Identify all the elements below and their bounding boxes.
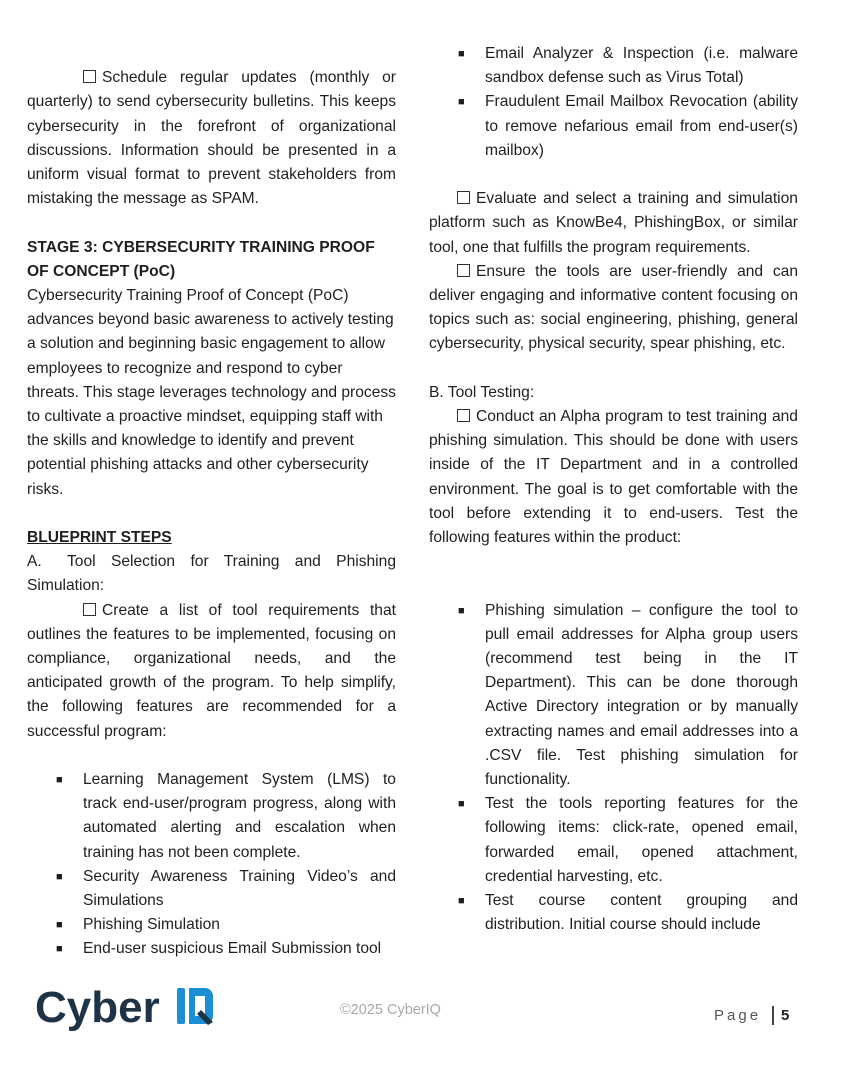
feature-list bbox=[27, 768, 396, 962]
alpha-paragraph: Conduct an Alpha program to test training and phishing simulation. This should be done with users inside of the IT Department and in a controlled environment. The goal is to get comfortable with the tool before extending it to end-users. Test the following features within the product: bbox=[429, 408, 798, 547]
list-item: ■ Email Analyzer & Inspection (i.e. malware sandbox defense such as Virus Total) bbox=[429, 42, 798, 90]
list-item: ■ Learning Management System (LMS) to track end-user/program progress, along with automated alerting and escalation when training has not been complete. bbox=[27, 768, 396, 865]
logo-iq-mark bbox=[177, 988, 213, 1025]
checkbox-icon bbox=[83, 603, 96, 616]
list-item: ■ Fraudulent Email Mailbox Revocation (ability to remove nefarious email from end-user(s) mailbox) bbox=[429, 90, 798, 163]
square-bullet-icon: ■ bbox=[56, 943, 63, 956]
bulletin-paragraph: Schedule regular updates (monthly or quarterly) to send cybersecurity bulletins. This keeps cybersecurity in the forefront of organizational discussions. Information should be presented in a uniform visual format to prevent stakeholders from mistaking the message as SPAM. bbox=[27, 69, 396, 208]
checkbox-icon bbox=[457, 409, 470, 422]
logo-text-iq: IQ bbox=[35, 982, 37, 983]
list-item: ■ Test course content grouping and distribution. Initial course should include bbox=[429, 889, 798, 937]
square-bullet-icon: ■ bbox=[56, 919, 63, 932]
list-item: ■ End-user suspicious Email Submission tool bbox=[27, 937, 396, 961]
section-b-heading: B. Tool Testing: bbox=[429, 383, 535, 401]
logo-text-cyber: Cyber bbox=[35, 983, 160, 1032]
feature-list-continued bbox=[429, 42, 798, 163]
usability-paragraph: Ensure the tools are user-friendly and can deliver engaging and informative content focusing on topics such as: social engineering, phishing, general cybersecurity, physical security, spear phishing, etc. bbox=[429, 262, 798, 353]
requirements-paragraph: Create a list of tool requirements that outlines the features to be implemented, focusing on compliance, organizational needs, and the anticipated growth of the program. To help simplify, the following features are recommended for a successful program: bbox=[27, 601, 396, 740]
section-a-heading: A. Tool Selection for Training and Phishing Simulation: bbox=[27, 553, 396, 595]
copyright: ©2025 CyberIQ bbox=[340, 1002, 441, 1018]
page-separator bbox=[772, 1006, 774, 1025]
checkbox-icon bbox=[457, 264, 470, 277]
blueprint-heading: BLUEPRINT STEPS bbox=[27, 529, 172, 547]
test-list bbox=[429, 599, 798, 938]
page-label: Page bbox=[714, 1007, 762, 1024]
platform-paragraph: Evaluate and select a training and simulation platform such as KnowBe4, PhishingBox, or similar tool, one that fulfills the program requirements. bbox=[429, 190, 798, 256]
stage-heading: STAGE 3: CYBERSECURITY TRAINING PROOF OF CONCEPT (PoC) bbox=[27, 238, 375, 280]
list-item: ■ Security Awareness Training Video’s and Simulations bbox=[27, 865, 396, 913]
square-bullet-icon: ■ bbox=[56, 870, 63, 883]
stage-body: Cybersecurity Training Proof of Concept (PoC) advances beyond basic awareness to actively testing a solution and beginning basic engagement to allow employees to recognize and respond to cyber threats. This stage leverages technology and process to cultivate a proactive mindset, equipping staff with the skills and knowledge to identify and prevent potential phishing attacks and other cybersecurity risks. bbox=[27, 287, 396, 498]
list-item: ■ Phishing simulation – configure the tool to pull email addresses for Alpha group users (recommend test being in the IT Department). This can be done thorough Active Directory integration or by manually extracting names and email addresses into a .CSV file. Test phishing simulation for functionality. bbox=[429, 599, 798, 793]
page-number: 5 bbox=[781, 1007, 790, 1024]
square-bullet-icon: ■ bbox=[458, 48, 465, 60]
square-bullet-icon: ■ bbox=[458, 604, 465, 617]
square-bullet-icon: ■ bbox=[458, 96, 465, 109]
left-column bbox=[27, 42, 396, 962]
list-item: ■ Test the tools reporting features for the following items: click-rate, opened email, forwarded email, opened attachment, credential harvesting, etc. bbox=[429, 792, 798, 889]
square-bullet-icon: ■ bbox=[458, 798, 465, 811]
list-item: ■ Phishing Simulation bbox=[27, 913, 396, 937]
checkbox-icon bbox=[457, 191, 470, 204]
cyberiq-logo bbox=[35, 982, 215, 1032]
checkbox-icon bbox=[83, 70, 96, 83]
right-column bbox=[429, 42, 798, 937]
square-bullet-icon: ■ bbox=[56, 774, 63, 787]
square-bullet-icon: ■ bbox=[458, 895, 465, 908]
